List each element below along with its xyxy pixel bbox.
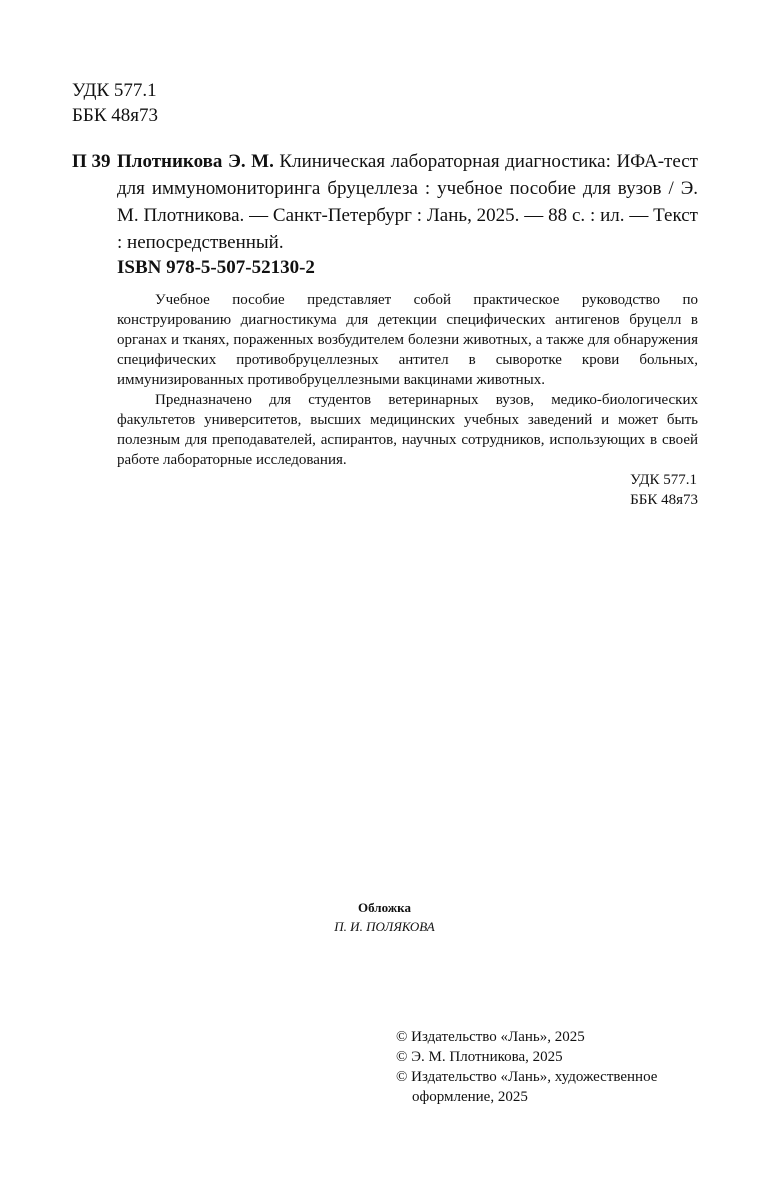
copyright-block	[396, 1027, 706, 1107]
udk-code: УДК 577.1	[72, 80, 157, 101]
classification-header	[72, 78, 158, 128]
title-and-imprint: Клиническая лабораторная диагностика: ИФА-тест для иммуномониторинга бруцеллеза : учебное пособие для вузов / Э. М. Плотникова. — Санкт-Петербург : Лань, 2025. — 88 с. : ил. — Текст : непосредственный.	[117, 151, 698, 253]
cover-designer: П. И. ПОЛЯКОВА	[334, 919, 435, 934]
udk-code-repeat: УДК 577.1	[630, 472, 697, 488]
annotation-paragraph: Учебное пособие представляет собой практическое руководство по конструированию диагностикума для детекции специфических антигенов бруцелл в органах и тканях, пораженных возбудителем болезни животных, а также для обнаружения специфических противобруцеллезных антител в сыворотке крови больных, иммунизированных противобруцеллезными вакцинами животных.	[117, 292, 698, 388]
annotation-paragraph: Предназначено для студентов ветеринарных вузов, медико-биологических факультетов университетов, высших медицинских учебных заведений и может быть полезным для преподавателей, аспирантов, научных сотрудников, использующих в своей работе лабораторные исследования.	[117, 392, 698, 468]
bbk-code: ББК 48я73	[72, 105, 158, 126]
copyright-line: © Издательство «Лань», художественное оформление, 2025	[396, 1069, 658, 1105]
copyright-line: © Э. М. Плотникова, 2025	[396, 1049, 563, 1065]
bibliographic-entry	[72, 148, 698, 256]
annotation	[117, 290, 698, 470]
cover-credit	[0, 898, 769, 936]
bbk-code-repeat: ББК 48я73	[630, 492, 698, 508]
isbn: ISBN 978-5-507-52130-2	[117, 257, 315, 278]
classification-footer	[630, 470, 698, 510]
author-name: Плотникова Э. М.	[117, 151, 274, 172]
author-mark: П 39	[72, 151, 111, 172]
cover-label: Обложка	[358, 900, 411, 915]
copyright-line: © Издательство «Лань», 2025	[396, 1029, 585, 1045]
bibliographic-description	[117, 148, 698, 256]
